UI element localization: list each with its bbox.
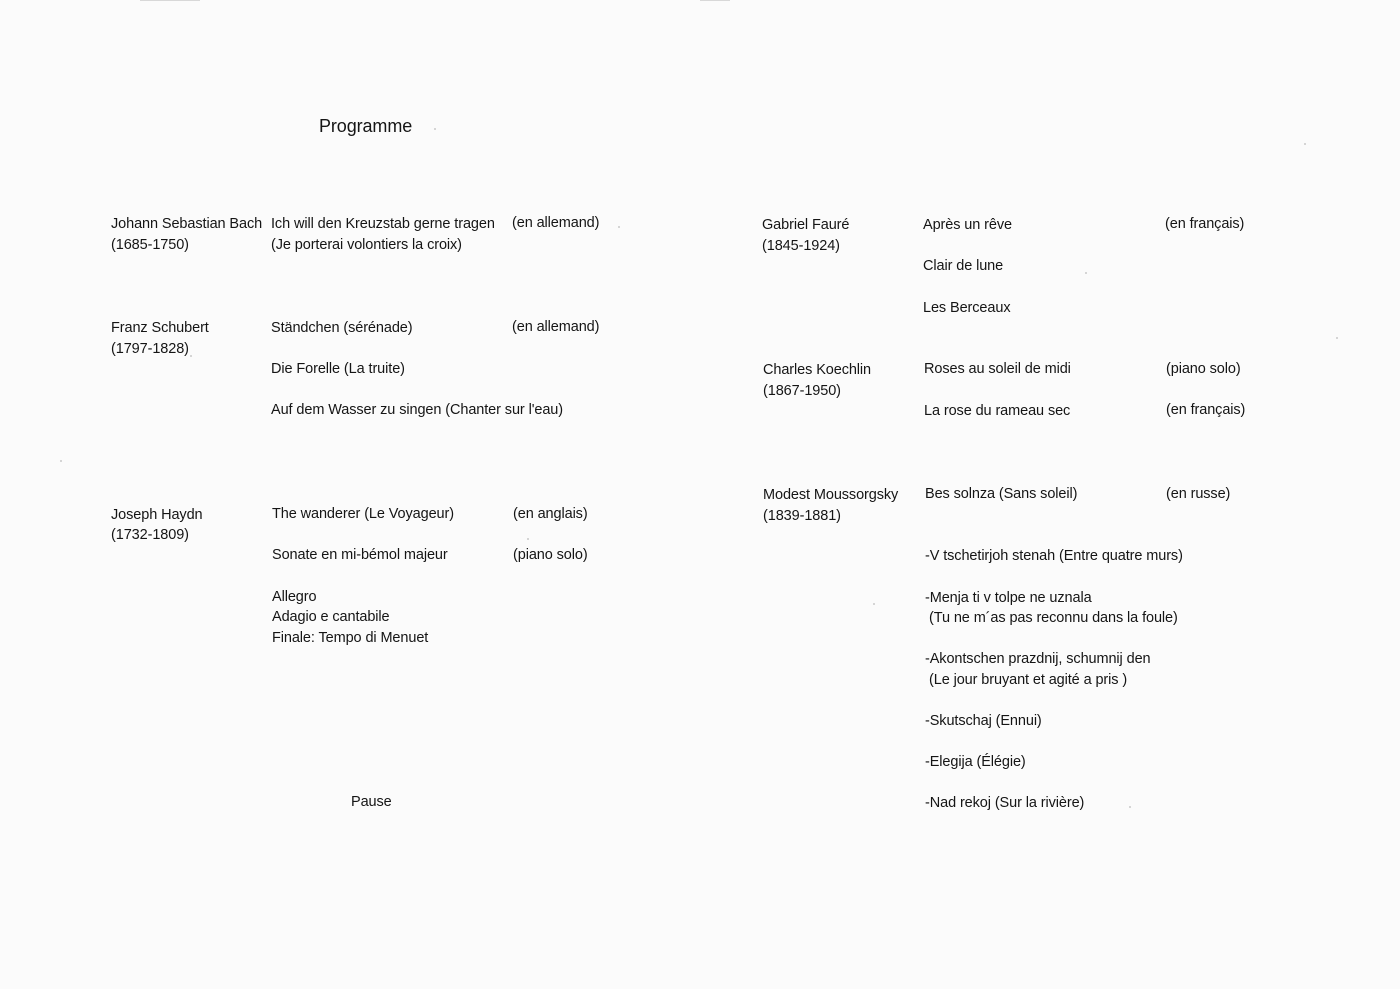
work-title: Clair de lune — [923, 258, 1004, 274]
composer-name: Modest Moussorgsky — [763, 487, 899, 503]
composer-name: Joseph Haydn — [111, 507, 203, 523]
song-title: -Elegija (Élégie) — [925, 754, 1026, 770]
work-title: The wanderer (Le Voyageur) — [272, 506, 454, 522]
scan-speck — [1085, 272, 1087, 274]
scan-speck — [1129, 806, 1131, 808]
movement: Adagio e cantabile — [272, 609, 390, 625]
scan-speck — [873, 603, 875, 605]
work-title: Bes solnza (Sans soleil) — [925, 486, 1078, 502]
composer-name: Franz Schubert — [111, 320, 209, 336]
intermission-label: Pause — [351, 794, 392, 810]
composer-dates: (1797-1828) — [111, 341, 189, 357]
language-note: (en anglais) — [513, 506, 588, 522]
scan-speck — [60, 460, 62, 462]
scan-speck — [1304, 143, 1306, 145]
scan-mark — [140, 0, 200, 1]
language-note: (en français) — [1165, 216, 1245, 232]
composer-dates: (1839-1881) — [763, 508, 841, 524]
song-translation: (Le jour bruyant et agité a pris ) — [929, 672, 1128, 688]
composer-name: Johann Sebastian Bach — [111, 216, 263, 232]
song-title: -Nad rekoj (Sur la rivière) — [925, 795, 1085, 811]
song-title: -Menja ti v tolpe ne uznala — [925, 590, 1092, 606]
composer-dates: (1685-1750) — [111, 237, 189, 253]
scan-speck — [434, 128, 436, 130]
work-title: Sonate en mi-bémol majeur — [272, 547, 448, 563]
language-note: (en russe) — [1166, 486, 1231, 502]
composer-name: Charles Koechlin — [763, 362, 872, 378]
scan-speck — [527, 538, 529, 540]
instrument-note: (piano solo) — [1166, 361, 1241, 377]
work-title: Après un rêve — [923, 217, 1012, 233]
composer-dates: (1845-1924) — [762, 238, 840, 254]
page-title: Programme — [319, 116, 413, 136]
language-note: (en allemand) — [512, 319, 600, 335]
song-title: -V tschetirjoh stenah (Entre quatre murs) — [925, 548, 1183, 564]
work-translation: (Je porterai volontiers la croix) — [271, 237, 462, 253]
scan-speck — [190, 355, 192, 357]
language-note: (en allemand) — [512, 215, 600, 231]
song-title: -Akontschen prazdnij, schumnij den — [925, 651, 1151, 667]
work-title: Les Berceaux — [923, 300, 1011, 316]
instrument-note: (piano solo) — [513, 547, 588, 563]
language-note: (en français) — [1166, 402, 1246, 418]
work-title: Ständchen (sérénade) — [271, 320, 413, 336]
work-title: Ich will den Kreuzstab gerne tragen — [271, 216, 495, 232]
scan-speck — [1336, 337, 1338, 339]
composer-dates: (1732-1809) — [111, 527, 189, 543]
work-title: La rose du rameau sec — [924, 403, 1071, 419]
composer-name: Gabriel Fauré — [762, 217, 850, 233]
work-title: Roses au soleil de midi — [924, 361, 1071, 377]
song-translation: (Tu ne m´as pas reconnu dans la foule) — [929, 610, 1178, 626]
movement: Finale: Tempo di Menuet — [272, 630, 429, 646]
song-title: -Skutschaj (Ennui) — [925, 713, 1042, 729]
work-title: Die Forelle (La truite) — [271, 361, 405, 377]
composer-dates: (1867-1950) — [763, 383, 841, 399]
scan-speck — [618, 226, 620, 228]
scan-mark — [700, 0, 730, 1]
movement: Allegro — [272, 589, 317, 605]
work-title: Auf dem Wasser zu singen (Chanter sur l'eau) — [271, 402, 563, 418]
